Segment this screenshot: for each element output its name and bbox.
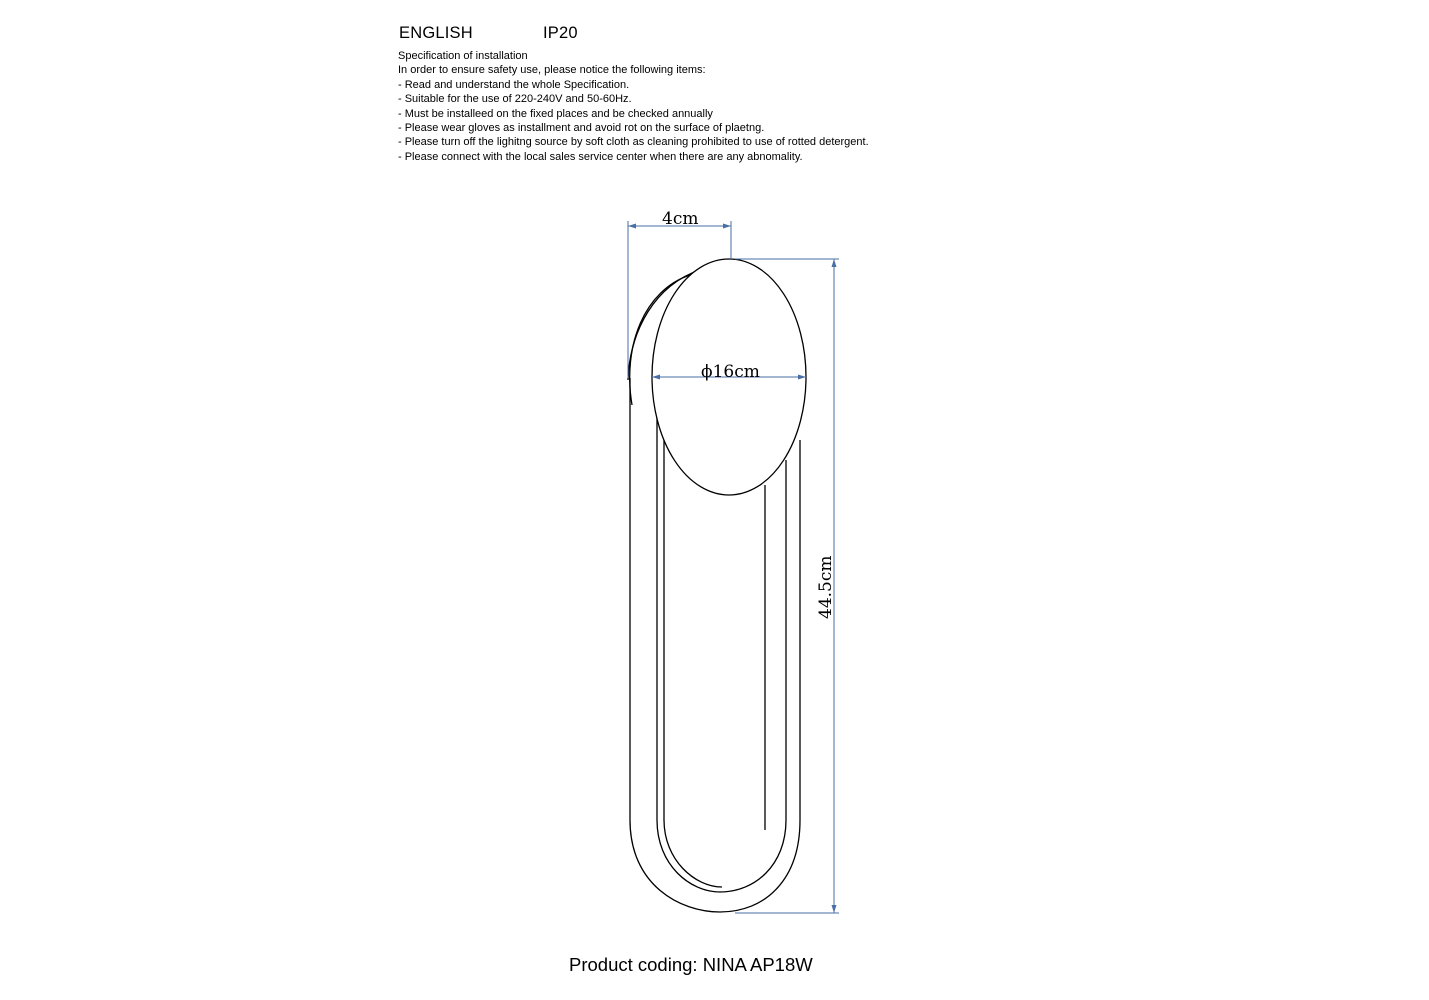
ip-rating-label: IP20 [543,24,578,42]
language-label: ENGLISH [399,24,473,42]
spec-item: - Please turn off the lighitng source by soft cloth as cleaning prohibited to use of rotted detergent. [398,136,869,149]
spec-item: - Suitable for the use of 220-240V and 50-60Hz. [398,93,632,106]
height-dimension-label: 44.5cm [816,555,836,619]
product-coding: Product coding: NINA AP18W [569,954,813,975]
spec-item: - Please wear gloves as installment and avoid rot on the surface of plaetng. [398,122,765,135]
spec-title: Specification of installation [398,50,528,62]
spec-item: - Please connect with the local sales service center when there are any abnomality. [398,150,803,163]
spec-item: - Read and understand the whole Specification. [398,78,630,91]
lamp-outline [628,259,806,912]
diameter-dimension-label: ϕ16cm [701,362,760,382]
depth-dimension-label: 4cm [662,209,699,229]
spec-intro: In order to ensure safety use, please notice the following items: [398,64,706,77]
spec-item: - Must be installeed on the fixed places and be checked annually [398,107,713,120]
